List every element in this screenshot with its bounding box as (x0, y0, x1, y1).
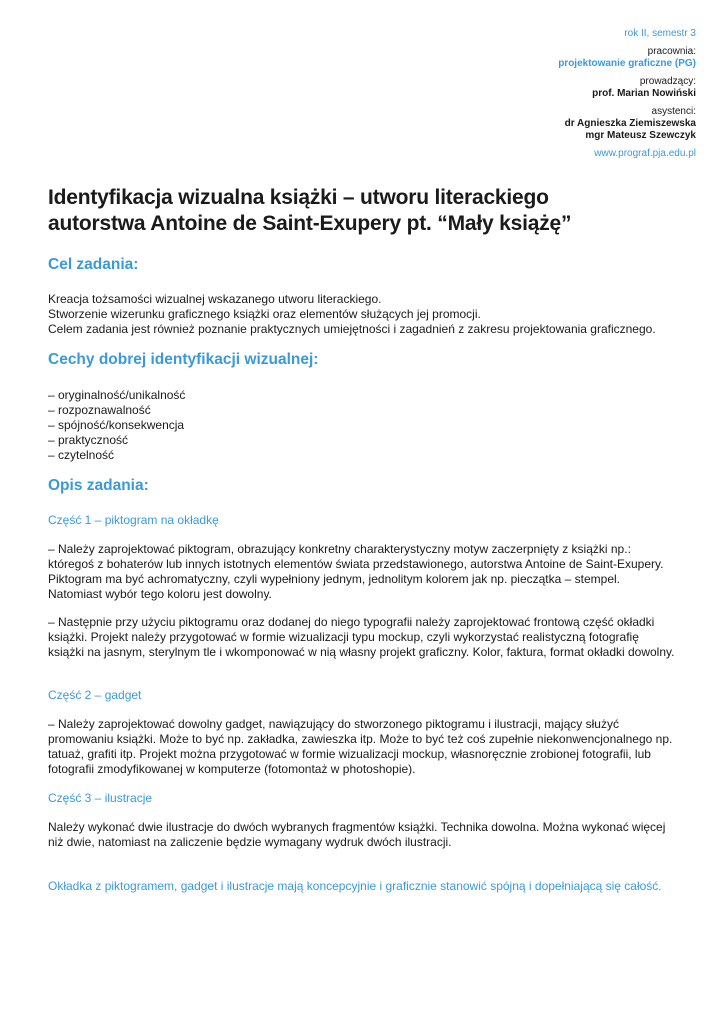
part3-title: Część 3 – ilustracje (48, 791, 153, 805)
course-info (396, 28, 696, 160)
title-line: autorstwa Antoine de Saint-Exupery pt. “Mały książę” (48, 212, 572, 235)
year-semester: rok II, semestr 3 (624, 28, 696, 39)
assistant-name: dr Agnieszka Ziemiszewska (564, 118, 696, 129)
document-title (48, 185, 688, 237)
part3-line: Należy wykonać dwie ilustracje do dwóch wybranych fragmentów książki. Technika dowolna. Można wykonać więcej (48, 820, 666, 834)
part1-line: książki. Projekt należy przygotować w formie wizualizacji typu mockup, czyli wykorzystać realistyczną fotografię (48, 630, 639, 644)
title-line: Identyfikacja wizualna książki – utworu literackiego (48, 186, 549, 209)
part2-paragraph (48, 717, 688, 777)
part2-line: – Należy zaprojektować dowolny gadget, nawiązujący do stworzonego piktogramu i ilustracji, mający służyć (48, 717, 619, 731)
part1-line: któregoś z bohaterów lub innych istotnych elementów świata przedstawionego, autorstwa Antoine de Saint-Exupery. (48, 557, 664, 571)
goal-line: Stworzenie wizerunku graficznego książki oraz elementów służących jej promocji. (48, 307, 481, 321)
part2-line: tatuaż, grafiti itp. Projekt można przygotować w formie wizualizacji mockup, własnoręcznie zrobionej fotografii, lub (48, 747, 651, 761)
part3-paragraph (48, 820, 688, 850)
part1-line: Piktogram ma być achromatyczny, czyli wypełniony jednym, jednolitym kolorem jak np. pieczątka – stempel. (48, 572, 621, 586)
part1-line: Natomiast wybór tego koloru jest dowolny. (48, 587, 272, 601)
features-heading: Cechy dobrej identyfikacji wizualnej: (48, 351, 319, 368)
feature-item: – spójność/konsekwencja (48, 418, 185, 432)
feature-item: – rozpoznawalność (48, 403, 151, 417)
part1-line: książki na jasnym, sterylnym tle i wkomponować w nią własny projekt graficzny. Kolor, faktura, format okładki dowolny. (48, 645, 675, 659)
goal-heading: Cel zadania: (48, 256, 139, 273)
assistant-name: mgr Mateusz Szewczyk (585, 130, 696, 141)
part1-line: – Następnie przy użyciu piktogramu oraz dodanej do niego typografii należy zaprojektować frontową część okładki (48, 615, 655, 629)
part1-line: – Należy zaprojektować piktogram, obrazujący konkretny charakterystyczny motyw zaczerpnięty z książki np.: (48, 542, 631, 556)
feature-item: – czytelność (48, 448, 115, 462)
studio-label: pracownia: (647, 46, 696, 57)
features-list (48, 388, 688, 463)
website-link[interactable]: www.prograf.pja.edu.pl (594, 148, 696, 159)
part1-paragraph (48, 615, 688, 660)
part2-line: promowaniu książki. Może to być np. zakładka, zawieszka itp. Może to być też coś zupełnie niekonwencjonalnego np. (48, 732, 673, 746)
studio-name: projektowanie graficzne (PG) (558, 58, 696, 69)
assistants-label: asystenci: (651, 106, 696, 117)
part1-title: Część 1 – piktogram na okładkę (48, 513, 219, 527)
part3-line: niż dwie, natomiast na zaliczenie będzie wymagany wydruk dwóch ilustracji. (48, 835, 452, 849)
part2-line: fotografii zmodyfikowanej w komputerze (fotomontaż w photoshopie). (48, 762, 416, 776)
lead-label: prowadzący: (639, 76, 696, 87)
part2-title: Część 2 – gadget (48, 688, 142, 702)
goal-line: Celem zadania jest również poznanie praktycznych umiejętności i zagadnień z zakresu projektowania graficznego. (48, 322, 656, 336)
feature-item: – oryginalność/unikalność (48, 388, 186, 402)
feature-item: – praktyczność (48, 433, 129, 447)
closing-statement: Okładka z piktogramem, gadget i ilustracje mają koncepcyjnie i graficznie stanowić spójną i dopełniającą się całość. (48, 879, 662, 893)
goal-text (48, 292, 688, 337)
part1-paragraph (48, 542, 688, 602)
goal-line: Kreacja tożsamości wizualnej wskazanego utworu literackiego. (48, 292, 382, 306)
description-heading: Opis zadania: (48, 477, 149, 494)
lead-name: prof. Marian Nowiński (592, 88, 696, 99)
